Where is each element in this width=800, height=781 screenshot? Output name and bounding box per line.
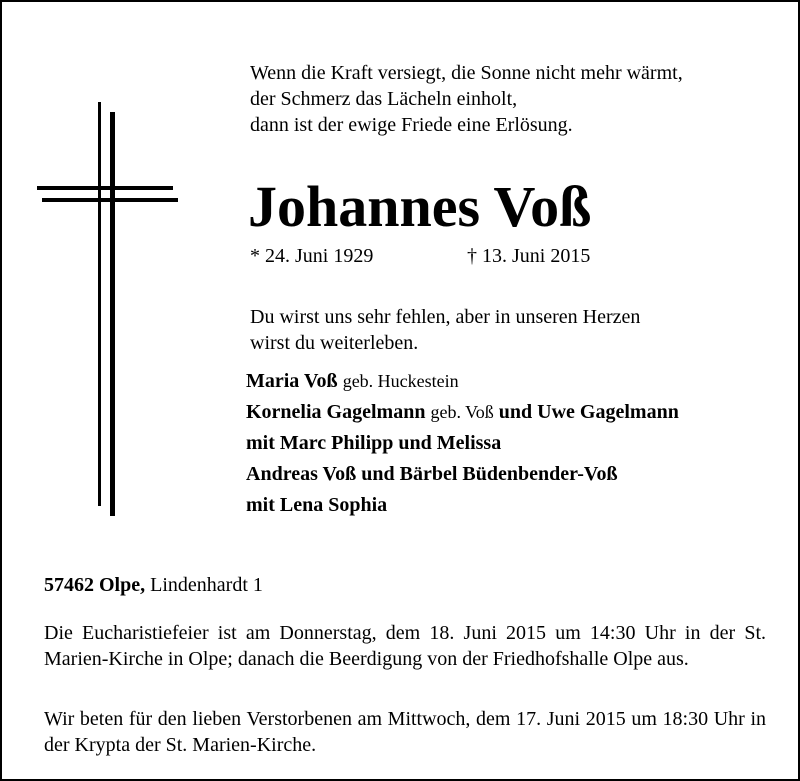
- maiden-name: geb. Voß: [430, 402, 494, 422]
- mourner-line: [246, 397, 786, 428]
- mourner-line: Andreas Voß und Bärbel Büdenbender-Voß: [246, 463, 618, 485]
- farewell-quote: [250, 304, 750, 356]
- poem-line: dann ist der ewige Friede eine Erlösung.: [250, 114, 573, 136]
- birth-date: * 24. Juni 1929: [250, 245, 374, 267]
- mourner-name: Maria Voß: [246, 370, 338, 392]
- poem-line: der Schmerz das Lächeln einholt,: [250, 88, 518, 110]
- death-date: † 13. Juni 2015: [467, 245, 591, 267]
- mourner-line: mit Marc Philipp und Melissa: [246, 432, 502, 454]
- deceased-name: Johannes Voß: [248, 174, 592, 239]
- maiden-name: geb. Huckestein: [342, 371, 459, 391]
- mourner-line: [246, 366, 786, 397]
- mourner-name: Kornelia Gagelmann: [246, 401, 426, 423]
- address-city: 57462 Olpe,: [44, 574, 146, 596]
- cross-vertical-bar-thick: [110, 112, 115, 516]
- poem-line: Wenn die Kraft versiegt, die Sonne nicht mehr wärmt,: [250, 62, 683, 84]
- mourner-partner: und Uwe Gagelmann: [498, 401, 679, 423]
- quote-line: Du wirst uns sehr fehlen, aber in unseren Herzen: [250, 306, 641, 328]
- cross-horizontal-bar-lower: [42, 198, 178, 202]
- poem: [250, 60, 770, 138]
- cross-vertical-bar-thin: [98, 102, 101, 506]
- cross-horizontal-bar-upper: [37, 186, 173, 190]
- mourner-line: mit Lena Sophia: [246, 494, 388, 516]
- family-address: [44, 572, 263, 598]
- prayer-info: Wir beten für den lieben Verstorbenen am Mittwoch, dem 17. Juni 2015 um 18:30 Uhr in der Krypta der St. Marien-Kirche.: [44, 708, 766, 756]
- mourners-list: [246, 366, 786, 521]
- address-street: Lindenhardt 1: [150, 574, 263, 596]
- quote-line: wirst du weiterleben.: [250, 332, 419, 354]
- service-info: Die Eucharistiefeier ist am Donnerstag, dem 18. Juni 2015 um 14:30 Uhr in der St. Marien-Kirche in Olpe; danach die Beerdigung von der Friedhofshalle Olpe aus.: [44, 622, 766, 670]
